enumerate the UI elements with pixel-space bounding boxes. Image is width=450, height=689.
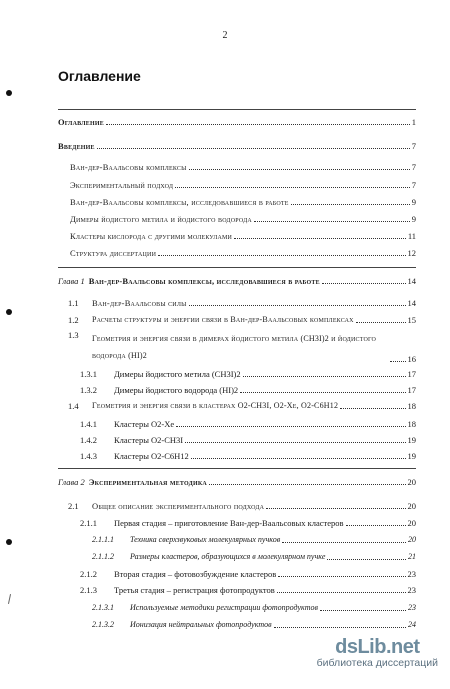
toc-entry-title: Геометрия и энергия связи в кластерах O2-CH3I, O2-Xe, O2-C6H12 xyxy=(92,401,339,410)
toc-entry-number: 2.1 xyxy=(68,501,79,511)
toc-entry-number: 1.2 xyxy=(68,315,79,325)
toc-entry[interactable] xyxy=(80,435,416,445)
toc-leader xyxy=(185,442,405,443)
toc-entry[interactable] xyxy=(92,535,416,545)
toc-entry[interactable] xyxy=(68,298,416,308)
toc-entry[interactable] xyxy=(80,451,416,461)
toc-entry-number: 2.1.1.2 xyxy=(92,552,114,561)
toc-entry-title: Размеры кластеров, образующихся в молекулярном пучке xyxy=(130,552,326,561)
toc-entry-title: Димеры йодистого метила и йодистого водорода xyxy=(70,214,252,224)
toc-entry-title: Оглавление xyxy=(58,117,104,127)
watermark-subtitle: библиотека диссертаций xyxy=(316,657,438,669)
toc-entry-page: 18 xyxy=(407,401,416,411)
toc-entry-page: 23 xyxy=(407,569,416,579)
toc-entry[interactable] xyxy=(70,197,416,207)
toc-entry-page: 7 xyxy=(411,180,416,190)
toc-leader xyxy=(189,169,410,170)
toc-entry-title: Кластеры O2-CH3I xyxy=(114,435,184,445)
page-number: 2 xyxy=(222,30,228,41)
toc-entry-number: 1.4.2 xyxy=(80,435,97,445)
toc-entry-title: Техника сверхзвуковых молекулярных пучков xyxy=(130,535,281,544)
toc-entry-number: 2.1.3.1 xyxy=(92,603,114,612)
toc-entry-page: 19 xyxy=(407,451,416,461)
toc-entry-title: Третья стадия – регистрация фотопродуктов xyxy=(114,585,275,595)
toc-entry-title: Ван-дер-Ваальсовы силы xyxy=(92,298,187,308)
toc-leader xyxy=(278,576,405,577)
toc-entry-title: Вторая стадия – фотовозбуждение кластеров xyxy=(114,569,277,579)
toc-entry-page: 23 xyxy=(407,585,416,595)
toc-entry-title: Кластеры кислорода с другими молекулами xyxy=(70,231,233,241)
toc-entry[interactable] xyxy=(68,501,416,511)
toc-entry-title: Кластеры O2-Xe xyxy=(114,419,175,429)
toc-entry-page: 20 xyxy=(407,477,416,487)
toc-entry-number: 2.1.1.1 xyxy=(92,535,114,544)
toc-leader xyxy=(356,322,406,323)
toc-entry-number: 2.1.3 xyxy=(80,585,97,595)
toc-entry-page: 20 xyxy=(408,535,416,544)
toc-entry-number: 1.4.3 xyxy=(80,451,97,461)
toc-entry[interactable] xyxy=(70,162,416,172)
toc-entry-page: 1 xyxy=(411,117,416,127)
toc-leader xyxy=(176,426,405,427)
toc-entry-title: Первая стадия – приготовление Ван-дер-Ваальсовых кластеров xyxy=(114,518,344,528)
toc-chapter[interactable] xyxy=(58,477,416,487)
toc-leader xyxy=(327,559,406,560)
toc-leader xyxy=(189,305,406,306)
toc-entry[interactable] xyxy=(80,569,416,579)
toc-entry-page: 19 xyxy=(407,435,416,445)
toc-entry-title: Экспериментальный подход xyxy=(70,180,174,190)
toc-entry-title: Введение xyxy=(58,141,95,151)
toc-entry-title: Общее описание экспериментального подхода xyxy=(92,501,265,511)
toc-entry-number: 2.1.1 xyxy=(80,518,97,528)
toc-entry-title: Ван-дер-Ваальсовы комплексы xyxy=(70,162,187,172)
toc-entry-page: 16 xyxy=(407,354,416,364)
toc-leader xyxy=(274,627,406,628)
toc-entry-page: 12 xyxy=(407,248,416,258)
toc-entry-title: Структура диссертации xyxy=(70,248,157,258)
toc-entry-page: 11 xyxy=(407,231,416,241)
toc-entry-title: Ван-дер-Ваальсовы комплексы, исследовавшиеся в работе xyxy=(88,276,320,286)
binding-hole-middle xyxy=(6,309,12,315)
toc-leader xyxy=(97,148,410,149)
toc-leader xyxy=(209,484,406,485)
toc-leader xyxy=(346,525,406,526)
toc-entry[interactable] xyxy=(70,248,416,258)
toc-entry[interactable] xyxy=(68,315,416,325)
toc-entry-title: Ионизация нейтральных фотопродуктов xyxy=(130,620,272,629)
toc-leader xyxy=(158,255,405,256)
toc-entry[interactable] xyxy=(92,620,416,630)
toc-entry-page: 23 xyxy=(408,603,416,612)
toc-leader xyxy=(282,542,406,543)
toc-entry-page: 7 xyxy=(411,162,416,172)
watermark-logo: dsLib.net xyxy=(335,636,420,658)
toc-leader xyxy=(340,408,405,409)
toc-entry-number: 1.3.1 xyxy=(80,369,97,379)
margin-mark xyxy=(8,594,11,604)
toc-entry-number: 2.1.2 xyxy=(80,569,97,579)
toc-leader xyxy=(277,592,406,593)
divider-ch1 xyxy=(58,267,416,268)
toc-entry[interactable] xyxy=(92,552,416,562)
toc-entry[interactable] xyxy=(80,369,416,379)
toc-entry-page: 18 xyxy=(407,419,416,429)
toc-entry-page: 20 xyxy=(407,518,416,528)
toc-entry-title: Экспериментальная методика xyxy=(88,477,207,487)
toc-entry-title: Геометрия и энергия связи в димерах йодистого метила (CH3I)2 и йодистого водорода (HI)2 xyxy=(92,334,377,360)
toc-leader xyxy=(291,204,410,205)
toc-entry-title: Димеры йодистого водорода (HI)2 xyxy=(114,385,239,395)
toc-entry-title: Кластеры O2-C6H12 xyxy=(114,451,189,461)
toc-entry[interactable] xyxy=(80,419,416,429)
toc-entry-number: 1.4.1 xyxy=(80,419,97,429)
toc-entry-page: 17 xyxy=(407,369,416,379)
toc-entry-number: 1.4 xyxy=(68,401,79,411)
toc-entry[interactable] xyxy=(70,231,416,241)
toc-leader xyxy=(320,610,406,611)
toc-entry[interactable] xyxy=(70,214,416,224)
toc-entry-title: Используемые методики регистрации фотопродуктов xyxy=(130,603,318,612)
toc-entry-page: 9 xyxy=(411,214,416,224)
toc-entry-number: 1.3 xyxy=(68,330,79,340)
divider-ch2 xyxy=(58,468,416,469)
toc-entry-title: Димеры йодистого метила (CH3I)2 xyxy=(114,369,241,379)
toc-leader xyxy=(240,392,405,393)
toc-leader xyxy=(266,508,405,509)
toc-leader xyxy=(234,238,406,239)
toc-entry-page: 15 xyxy=(407,315,416,325)
toc-entry[interactable] xyxy=(68,401,416,411)
toc-entry[interactable] xyxy=(80,585,416,595)
toc-entry[interactable] xyxy=(92,603,416,613)
divider-top xyxy=(58,109,416,110)
toc-leader xyxy=(175,187,410,188)
toc-entry-page: 21 xyxy=(408,552,416,561)
toc-entry[interactable] xyxy=(58,117,416,127)
toc-entry-page: 20 xyxy=(407,501,416,511)
toc-leader xyxy=(243,376,406,377)
toc-leader xyxy=(322,283,406,284)
toc-entry-page: 14 xyxy=(407,298,416,308)
toc-entry-title: Расчеты структуры и энергии связи в Ван-дер-Ваальсовых комплексах xyxy=(92,315,354,324)
toc-entry-page: 24 xyxy=(408,620,416,629)
toc-entry-page: 7 xyxy=(411,141,416,151)
toc-entry[interactable] xyxy=(70,180,416,190)
toc-entry-title: Ван-дер-Ваальсовы комплексы, исследовавшиеся в работе xyxy=(70,197,289,207)
toc-entry-number: 1.1 xyxy=(68,298,79,308)
toc-leader xyxy=(254,221,410,222)
page-heading: Оглавление xyxy=(58,68,141,84)
toc-entry[interactable] xyxy=(68,330,416,364)
toc-chapter-number: Глава 1 xyxy=(58,276,85,286)
toc-chapter[interactable] xyxy=(58,276,416,286)
toc-entry-page: 14 xyxy=(407,276,416,286)
toc-leader xyxy=(390,361,406,362)
toc-entry-page: 17 xyxy=(407,385,416,395)
toc-entry[interactable] xyxy=(80,385,416,395)
toc-leader xyxy=(191,458,406,459)
toc-entry-page: 9 xyxy=(411,197,416,207)
toc-entry[interactable] xyxy=(80,518,416,528)
toc-chapter-number: Глава 2 xyxy=(58,477,85,487)
toc-entry[interactable] xyxy=(58,141,416,151)
binding-hole-bottom xyxy=(6,539,12,545)
toc-entry-number: 1.3.2 xyxy=(80,385,97,395)
binding-hole-top xyxy=(6,90,12,96)
toc-entry-number: 2.1.3.2 xyxy=(92,620,114,629)
watermark xyxy=(317,636,438,669)
toc-leader xyxy=(106,124,410,125)
